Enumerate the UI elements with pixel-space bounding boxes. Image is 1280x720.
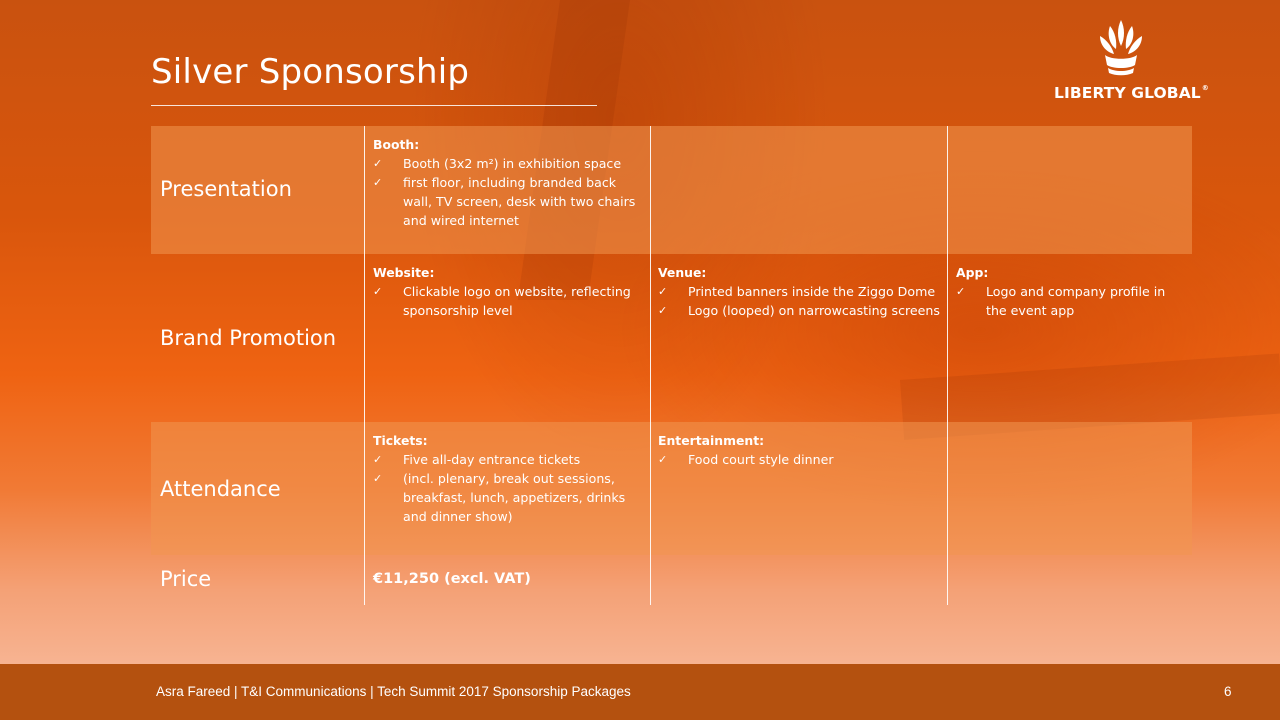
check-icon: ✓	[373, 285, 383, 298]
row-label-attendance: Attendance	[160, 477, 281, 501]
cell-heading: Tickets:	[373, 433, 428, 448]
list-item: ✓ Logo and company profile in the event app	[956, 284, 1166, 318]
cell-heading: Website:	[373, 265, 435, 280]
slide-footer	[0, 664, 1280, 720]
table-row-price	[151, 555, 1192, 605]
table-row-attendance	[151, 422, 1192, 555]
list-item: ✓ Booth (3x2 m²) in exhibition space	[373, 156, 622, 171]
check-icon: ✓	[373, 453, 383, 466]
cell-heading: Booth:	[373, 137, 420, 152]
list-item: ✓ Printed banners inside the Ziggo Dome	[658, 284, 936, 299]
cell-tickets	[373, 431, 643, 526]
page-number: 6	[1224, 684, 1232, 699]
check-icon: ✓	[373, 176, 383, 189]
check-icon: ✓	[658, 304, 668, 317]
list-item: ✓ Five all-day entrance tickets	[373, 452, 581, 467]
price-value: €11,250 (excl. VAT)	[373, 571, 531, 587]
cell-entertainment	[658, 431, 943, 469]
cell-app	[956, 263, 1181, 320]
logo-wordmark: LIBERTY GLOBAL®	[1054, 84, 1209, 102]
cell-heading: Venue:	[658, 265, 707, 280]
row-label-brand-promotion: Brand Promotion	[160, 326, 337, 350]
cell-heading: Entertainment:	[658, 433, 765, 448]
title-underline	[151, 105, 597, 106]
cell-website	[373, 263, 643, 320]
cell-venue	[658, 263, 943, 320]
check-icon: ✓	[373, 472, 383, 485]
liberty-crown-icon	[1096, 18, 1146, 76]
check-icon: ✓	[956, 285, 966, 298]
check-icon: ✓	[373, 157, 383, 170]
cell-booth	[373, 135, 643, 230]
row-label-presentation: Presentation	[160, 177, 292, 201]
table-row-brand-promotion	[151, 254, 1192, 422]
check-icon: ✓	[658, 453, 668, 466]
slide-title: Silver Sponsorship	[151, 52, 470, 92]
list-item: ✓ first floor, including branded back wall, TV screen, desk with two chairs and wired internet	[373, 175, 636, 228]
table-row-presentation	[151, 126, 1192, 254]
row-label-price: Price	[160, 567, 212, 591]
check-icon: ✓	[658, 285, 668, 298]
column-divider	[650, 126, 651, 605]
footer-caption: Asra Fareed | T&I Communications | Tech Summit 2017 Sponsorship Packages	[156, 684, 631, 699]
list-item: ✓ Clickable logo on website, reflecting sponsorship level	[373, 284, 631, 318]
column-divider	[364, 126, 365, 605]
list-item: ✓ (incl. plenary, break out sessions, breakfast, lunch, appetizers, drinks and dinner show)	[373, 471, 626, 524]
liberty-global-logo	[1052, 18, 1209, 104]
list-item: ✓ Logo (looped) on narrowcasting screens	[658, 303, 940, 318]
list-item: ✓ Food court style dinner	[658, 452, 834, 467]
cell-heading: App:	[956, 265, 989, 280]
column-divider	[947, 126, 948, 605]
